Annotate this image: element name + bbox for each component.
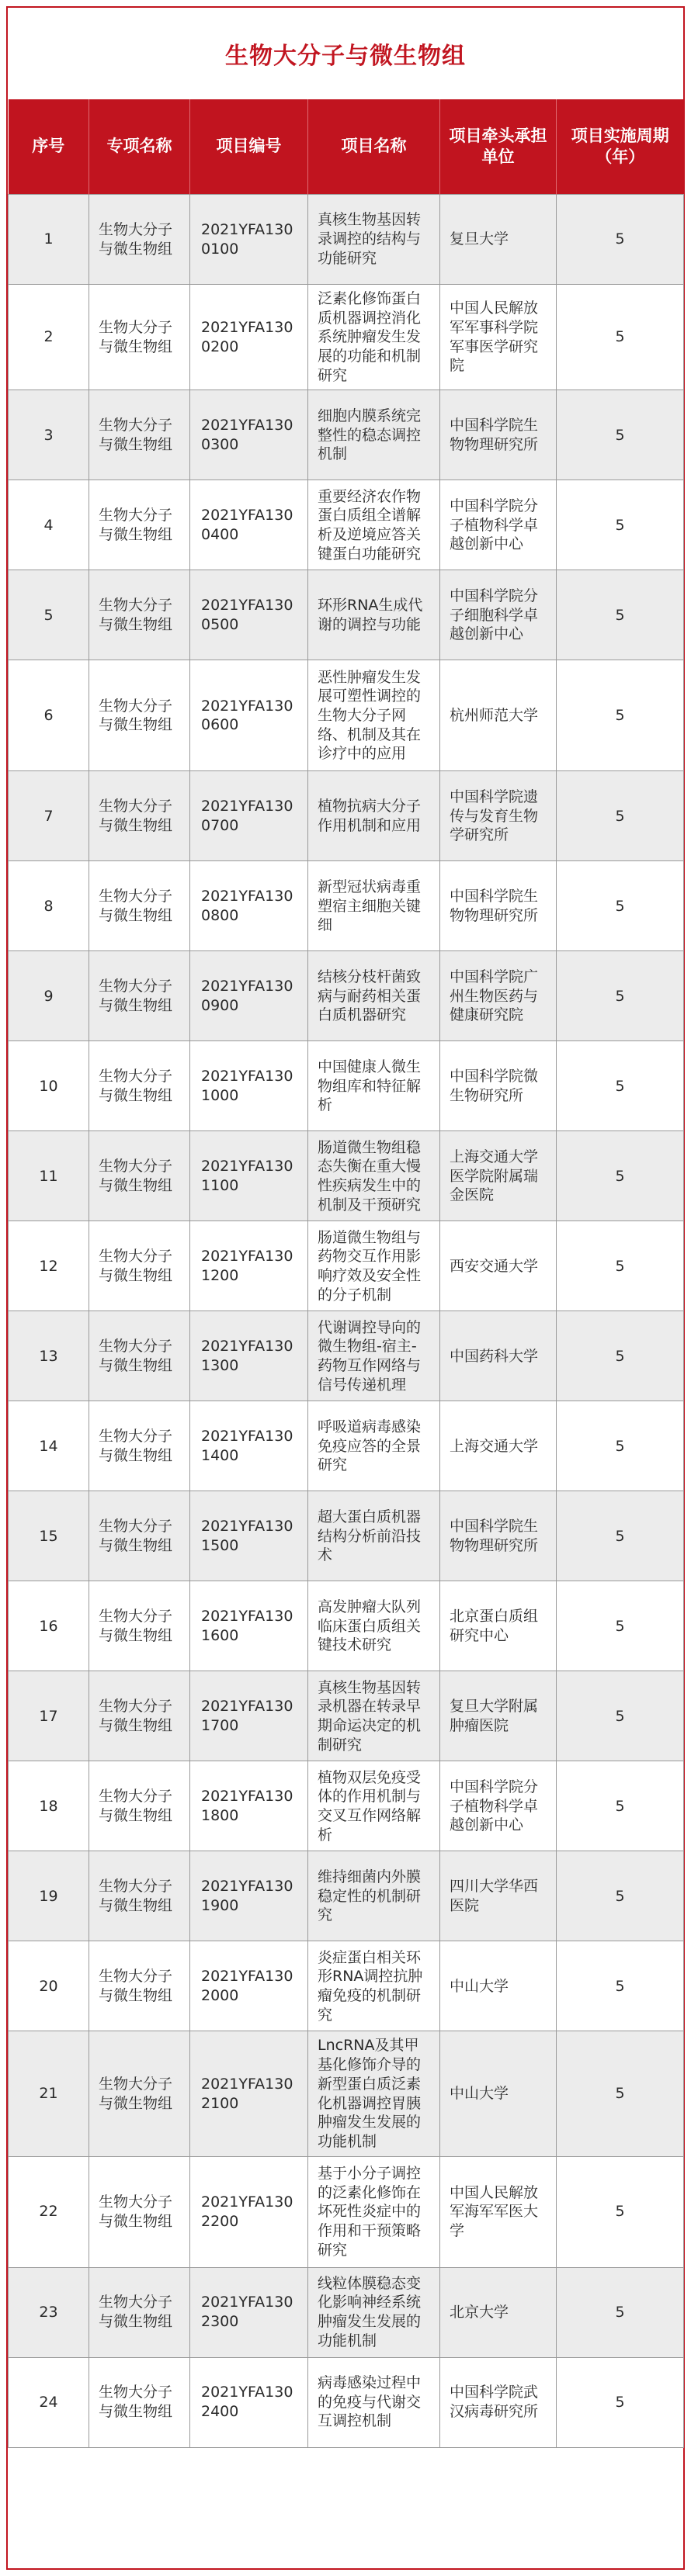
cell-code: 2021YFA1300100 bbox=[190, 195, 308, 285]
cell-period: 5 bbox=[557, 2031, 684, 2156]
cell-lead-org: 中国科学院生物物理研究所 bbox=[440, 861, 557, 951]
cell-period: 5 bbox=[557, 951, 684, 1041]
cell-code: 2021YFA1301500 bbox=[190, 1491, 308, 1581]
cell-index: 11 bbox=[9, 1131, 89, 1221]
cell-program: 生物大分子与微生物组 bbox=[89, 771, 190, 861]
cell-code: 2021YFA1301700 bbox=[190, 1671, 308, 1761]
cell-program: 生物大分子与微生物组 bbox=[89, 1761, 190, 1851]
cell-program: 生物大分子与微生物组 bbox=[89, 1851, 190, 1941]
cell-index: 8 bbox=[9, 861, 89, 951]
cell-index: 3 bbox=[9, 390, 89, 480]
cell-project-name: 新型冠状病毒重塑宿主细胞关键细 bbox=[308, 861, 440, 951]
cell-period: 5 bbox=[557, 771, 684, 861]
cell-code: 2021YFA1301200 bbox=[190, 1221, 308, 1311]
header-program: 专项名称 bbox=[89, 99, 190, 195]
cell-project-name: 中国健康人微生物组库和特征解析 bbox=[308, 1041, 440, 1131]
cell-project-name: 泛素化修饰蛋白质机器调控消化系统肿瘤发生发展的功能和机制研究 bbox=[308, 285, 440, 390]
cell-project-name: 肠道微生物组稳态失衡在重大慢性疾病发生中的机制及干预研究 bbox=[308, 1131, 440, 1221]
cell-program: 生物大分子与微生物组 bbox=[89, 570, 190, 660]
cell-code: 2021YFA1302300 bbox=[190, 2267, 308, 2357]
cell-lead-org: 中国科学院生物物理研究所 bbox=[440, 390, 557, 480]
cell-program: 生物大分子与微生物组 bbox=[89, 1311, 190, 1401]
header-lead-org: 项目牵头承担单位 bbox=[440, 99, 557, 195]
cell-program: 生物大分子与微生物组 bbox=[89, 1671, 190, 1761]
table-row bbox=[9, 1401, 684, 1491]
cell-lead-org: 中国科学院分子细胞科学卓越创新中心 bbox=[440, 570, 557, 660]
cell-code: 2021YFA1302000 bbox=[190, 1941, 308, 2031]
cell-program: 生物大分子与微生物组 bbox=[89, 660, 190, 771]
page-title: 生物大分子与微生物组 bbox=[225, 43, 466, 70]
table-row bbox=[9, 1221, 684, 1311]
table-row bbox=[9, 1311, 684, 1401]
table-row bbox=[9, 2357, 684, 2447]
cell-code: 2021YFA1302200 bbox=[190, 2156, 308, 2267]
cell-project-name: 植物抗病大分子作用机制和应用 bbox=[308, 771, 440, 861]
cell-program: 生物大分子与微生物组 bbox=[89, 2357, 190, 2447]
cell-index: 7 bbox=[9, 771, 89, 861]
document-frame bbox=[6, 6, 685, 2570]
cell-program: 生物大分子与微生物组 bbox=[89, 2156, 190, 2267]
cell-period: 5 bbox=[557, 660, 684, 771]
cell-lead-org: 中国科学院分子植物科学卓越创新中心 bbox=[440, 480, 557, 570]
cell-lead-org: 中国科学院生物物理研究所 bbox=[440, 1491, 557, 1581]
header-index: 序号 bbox=[9, 99, 89, 195]
cell-code: 2021YFA1300600 bbox=[190, 660, 308, 771]
cell-code: 2021YFA1300400 bbox=[190, 480, 308, 570]
table-header-row bbox=[9, 99, 684, 195]
cell-program: 生物大分子与微生物组 bbox=[89, 390, 190, 480]
cell-period: 5 bbox=[557, 861, 684, 951]
cell-code: 2021YFA1300800 bbox=[190, 861, 308, 951]
cell-code: 2021YFA1300300 bbox=[190, 390, 308, 480]
cell-index: 18 bbox=[9, 1761, 89, 1851]
table-row bbox=[9, 660, 684, 771]
cell-program: 生物大分子与微生物组 bbox=[89, 285, 190, 390]
header-period: 项目实施周期（年） bbox=[557, 99, 684, 195]
table-row bbox=[9, 951, 684, 1041]
cell-project-name: 环形RNA生成代谢的调控与功能 bbox=[308, 570, 440, 660]
cell-period: 5 bbox=[557, 1041, 684, 1131]
cell-lead-org: 中国人民解放军海军军医大学 bbox=[440, 2156, 557, 2267]
cell-program: 生物大分子与微生物组 bbox=[89, 1491, 190, 1581]
cell-lead-org: 中山大学 bbox=[440, 2031, 557, 2156]
table-row bbox=[9, 570, 684, 660]
cell-period: 5 bbox=[557, 1851, 684, 1941]
cell-lead-org: 中国科学院微生物研究所 bbox=[440, 1041, 557, 1131]
cell-project-name: 肠道微生物组与药物交互作用影响疗效及安全性的分子机制 bbox=[308, 1221, 440, 1311]
cell-program: 生物大分子与微生物组 bbox=[89, 861, 190, 951]
cell-index: 24 bbox=[9, 2357, 89, 2447]
cell-lead-org: 复旦大学 bbox=[440, 195, 557, 285]
cell-index: 17 bbox=[9, 1671, 89, 1761]
cell-period: 5 bbox=[557, 1941, 684, 2031]
cell-code: 2021YFA1301100 bbox=[190, 1131, 308, 1221]
cell-lead-org: 中国科学院广州生物医药与健康研究院 bbox=[440, 951, 557, 1041]
cell-lead-org: 北京大学 bbox=[440, 2267, 557, 2357]
cell-period: 5 bbox=[557, 1491, 684, 1581]
table-row bbox=[9, 2267, 684, 2357]
cell-program: 生物大分子与微生物组 bbox=[89, 2267, 190, 2357]
cell-program: 生物大分子与微生物组 bbox=[89, 1401, 190, 1491]
table-row bbox=[9, 771, 684, 861]
cell-lead-org: 中国科学院遗传与发育生物学研究所 bbox=[440, 771, 557, 861]
cell-project-name: 超大蛋白质机器结构分析前沿技术 bbox=[308, 1491, 440, 1581]
cell-project-name: 结核分枝杆菌致病与耐药相关蛋白质机器研究 bbox=[308, 951, 440, 1041]
cell-index: 23 bbox=[9, 2267, 89, 2357]
cell-index: 20 bbox=[9, 1941, 89, 2031]
cell-code: 2021YFA1300200 bbox=[190, 285, 308, 390]
cell-program: 生物大分子与微生物组 bbox=[89, 480, 190, 570]
cell-project-name: 基于小分子调控的泛素化修饰在坏死性炎症中的作用和干预策略研究 bbox=[308, 2156, 440, 2267]
cell-program: 生物大分子与微生物组 bbox=[89, 1941, 190, 2031]
cell-index: 14 bbox=[9, 1401, 89, 1491]
cell-project-name: LncRNA及其甲基化修饰介导的新型蛋白质泛素化机器调控胃胰肿瘤发生发展的功能机制 bbox=[308, 2031, 440, 2156]
cell-code: 2021YFA1302400 bbox=[190, 2357, 308, 2447]
cell-project-name: 真核生物基因转录调控的结构与功能研究 bbox=[308, 195, 440, 285]
cell-lead-org: 上海交通大学医学院附属瑞金医院 bbox=[440, 1131, 557, 1221]
table-row bbox=[9, 2031, 684, 2156]
cell-lead-org: 中国科学院分子植物科学卓越创新中心 bbox=[440, 1761, 557, 1851]
table-row bbox=[9, 1041, 684, 1131]
cell-program: 生物大分子与微生物组 bbox=[89, 1221, 190, 1311]
cell-period: 5 bbox=[557, 1671, 684, 1761]
cell-code: 2021YFA1300500 bbox=[190, 570, 308, 660]
cell-index: 9 bbox=[9, 951, 89, 1041]
table-row bbox=[9, 1941, 684, 2031]
cell-project-name: 真核生物基因转录机器在转录早期命运决定的机制研究 bbox=[308, 1671, 440, 1761]
table-row bbox=[9, 861, 684, 951]
cell-code: 2021YFA1300900 bbox=[190, 951, 308, 1041]
table-row bbox=[9, 390, 684, 480]
header-project-name: 项目名称 bbox=[308, 99, 440, 195]
table-row bbox=[9, 1131, 684, 1221]
table-row bbox=[9, 1581, 684, 1671]
cell-code: 2021YFA1301900 bbox=[190, 1851, 308, 1941]
cell-project-name: 病毒感染过程中的免疫与代谢交互调控机制 bbox=[308, 2357, 440, 2447]
cell-project-name: 呼吸道病毒感染免疫应答的全景研究 bbox=[308, 1401, 440, 1491]
cell-project-name: 高发肿瘤大队列临床蛋白质组关键技术研究 bbox=[308, 1581, 440, 1671]
cell-period: 5 bbox=[557, 1131, 684, 1221]
cell-project-name: 植物双层免疫受体的作用机制与交叉互作网络解析 bbox=[308, 1761, 440, 1851]
table-row bbox=[9, 195, 684, 285]
cell-lead-org: 中山大学 bbox=[440, 1941, 557, 2031]
cell-period: 5 bbox=[557, 480, 684, 570]
cell-project-name: 重要经济农作物蛋白质组全谱解析及逆境应答关键蛋白功能研究 bbox=[308, 480, 440, 570]
cell-index: 10 bbox=[9, 1041, 89, 1131]
cell-project-name: 线粒体膜稳态变化影响神经系统肿瘤发生发展的功能机制 bbox=[308, 2267, 440, 2357]
cell-project-name: 维持细菌内外膜稳定性的机制研究 bbox=[308, 1851, 440, 1941]
table-row bbox=[9, 1491, 684, 1581]
cell-code: 2021YFA1301300 bbox=[190, 1311, 308, 1401]
table-row bbox=[9, 2156, 684, 2267]
cell-project-name: 炎症蛋白相关环形RNA调控抗肿瘤免疫的机制研究 bbox=[308, 1941, 440, 2031]
cell-lead-org: 北京蛋白质组研究中心 bbox=[440, 1581, 557, 1671]
cell-index: 1 bbox=[9, 195, 89, 285]
cell-index: 12 bbox=[9, 1221, 89, 1311]
cell-lead-org: 四川大学华西医院 bbox=[440, 1851, 557, 1941]
cell-lead-org: 上海交通大学 bbox=[440, 1401, 557, 1491]
cell-lead-org: 中国科学院武汉病毒研究所 bbox=[440, 2357, 557, 2447]
cell-period: 5 bbox=[557, 195, 684, 285]
cell-index: 22 bbox=[9, 2156, 89, 2267]
cell-period: 5 bbox=[557, 2357, 684, 2447]
cell-program: 生物大分子与微生物组 bbox=[89, 951, 190, 1041]
cell-lead-org: 复旦大学附属肿瘤医院 bbox=[440, 1671, 557, 1761]
cell-program: 生物大分子与微生物组 bbox=[89, 2031, 190, 2156]
cell-period: 5 bbox=[557, 1221, 684, 1311]
cell-lead-org: 中国药科大学 bbox=[440, 1311, 557, 1401]
cell-period: 5 bbox=[557, 2267, 684, 2357]
cell-index: 6 bbox=[9, 660, 89, 771]
cell-code: 2021YFA1301600 bbox=[190, 1581, 308, 1671]
cell-project-name: 细胞内膜系统完整性的稳态调控机制 bbox=[308, 390, 440, 480]
cell-index: 4 bbox=[9, 480, 89, 570]
cell-code: 2021YFA1301000 bbox=[190, 1041, 308, 1131]
cell-period: 5 bbox=[557, 1761, 684, 1851]
cell-index: 16 bbox=[9, 1581, 89, 1671]
header-code: 项目编号 bbox=[190, 99, 308, 195]
table-row bbox=[9, 1761, 684, 1851]
table-row bbox=[9, 285, 684, 390]
cell-index: 19 bbox=[9, 1851, 89, 1941]
cell-period: 5 bbox=[557, 1401, 684, 1491]
cell-lead-org: 西安交通大学 bbox=[440, 1221, 557, 1311]
cell-index: 5 bbox=[9, 570, 89, 660]
cell-index: 21 bbox=[9, 2031, 89, 2156]
table-row bbox=[9, 1851, 684, 1941]
cell-project-name: 恶性肿瘤发生发展可塑性调控的生物大分子网络、机制及其在诊疗中的应用 bbox=[308, 660, 440, 771]
cell-index: 15 bbox=[9, 1491, 89, 1581]
cell-period: 5 bbox=[557, 570, 684, 660]
cell-program: 生物大分子与微生物组 bbox=[89, 195, 190, 285]
cell-program: 生物大分子与微生物组 bbox=[89, 1131, 190, 1221]
cell-code: 2021YFA1301400 bbox=[190, 1401, 308, 1491]
cell-lead-org: 中国人民解放军军事科学院军事医学研究院 bbox=[440, 285, 557, 390]
cell-index: 2 bbox=[9, 285, 89, 390]
cell-program: 生物大分子与微生物组 bbox=[89, 1581, 190, 1671]
cell-code: 2021YFA1302100 bbox=[190, 2031, 308, 2156]
cell-program: 生物大分子与微生物组 bbox=[89, 1041, 190, 1131]
cell-index: 13 bbox=[9, 1311, 89, 1401]
cell-period: 5 bbox=[557, 1311, 684, 1401]
projects-table bbox=[8, 99, 684, 2448]
cell-code: 2021YFA1300700 bbox=[190, 771, 308, 861]
cell-period: 5 bbox=[557, 390, 684, 480]
cell-code: 2021YFA1301800 bbox=[190, 1761, 308, 1851]
cell-lead-org: 杭州师范大学 bbox=[440, 660, 557, 771]
cell-period: 5 bbox=[557, 1581, 684, 1671]
cell-period: 5 bbox=[557, 285, 684, 390]
cell-period: 5 bbox=[557, 2156, 684, 2267]
table-row bbox=[9, 480, 684, 570]
cell-project-name: 代谢调控导向的微生物组-宿主-药物互作网络与信号传递机理 bbox=[308, 1311, 440, 1401]
table-row bbox=[9, 1671, 684, 1761]
